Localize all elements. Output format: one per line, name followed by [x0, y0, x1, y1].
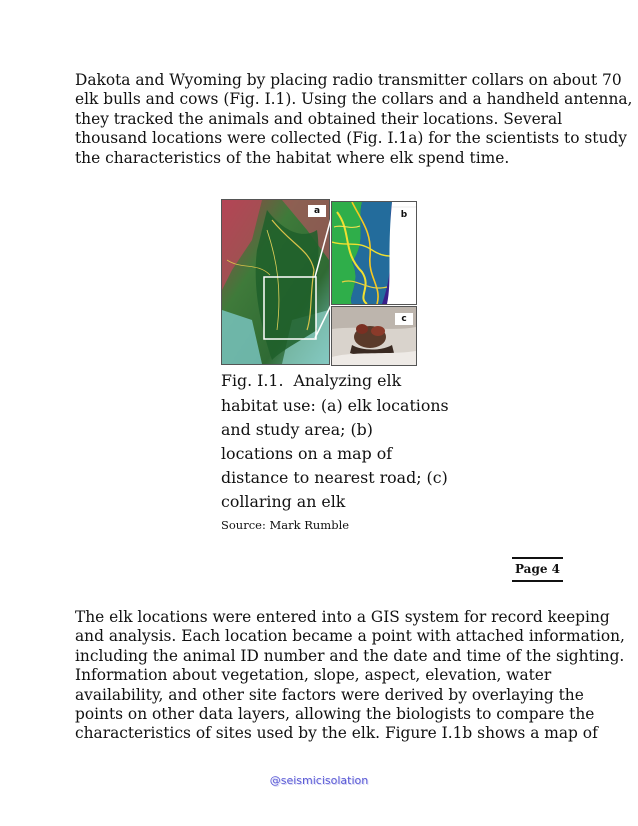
text-line: they tracked the animals and obtained their locations. Several — [75, 109, 563, 128]
paragraph-bottom — [75, 608, 625, 744]
text-line: availability, and other site factors were derived by overlaying the — [75, 685, 584, 704]
figure-caption-text: Analyzing elk — [293, 371, 402, 390]
text-line: including the animal ID number and the date and time of the sighting. — [75, 646, 625, 665]
figure-elk-habitat — [221, 199, 415, 365]
panel-label-c: c — [395, 313, 413, 325]
panel-label-a: a — [308, 205, 326, 217]
figure-caption-line: collaring an elk — [221, 492, 346, 511]
text-line: and analysis. Each location became a point with attached information, — [75, 627, 625, 646]
text-line: Dakota and Wyoming by placing radio transmitter collars on about 70 — [75, 71, 622, 89]
text-line: thousand locations were collected (Fig. I.1a) for the scientists to study — [75, 129, 627, 148]
figure-panel-b-road-distance-map — [331, 201, 417, 305]
watermark: @seismicisolation — [269, 774, 369, 787]
text-line: points on other data layers, allowing the biologists to compare the — [75, 705, 595, 724]
figure-caption-line — [221, 370, 401, 392]
paragraph-top — [75, 71, 633, 168]
panel-label-b: b — [395, 209, 413, 221]
figure-source-credit: Source: Mark Rumble — [221, 518, 350, 532]
text-line: Information about vegetation, slope, aspect, elevation, water — [75, 666, 552, 685]
figure-caption-line: and study area; (b) — [221, 420, 373, 439]
text-line: elk bulls and cows (Fig. I.1). Using the collars and a handheld antenna, — [75, 90, 633, 109]
figure-panel-c-collaring-photo — [331, 306, 417, 366]
figure-caption-line: distance to nearest road; (c) — [221, 468, 448, 487]
figure-caption-line: locations on a map of — [221, 444, 393, 463]
text-line: The elk locations were entered into a GIS system for record keeping — [75, 608, 610, 626]
figure-caption-line: habitat use: (a) elk locations — [221, 396, 449, 415]
text-line: characteristics of sites used by the elk. Figure I.1b shows a map of — [75, 724, 598, 743]
text-line: the characteristics of the habitat where elk spend time. — [75, 148, 510, 167]
page-number: Page 4 — [512, 557, 563, 582]
figure-caption-label: Fig. I.1. — [221, 371, 284, 390]
